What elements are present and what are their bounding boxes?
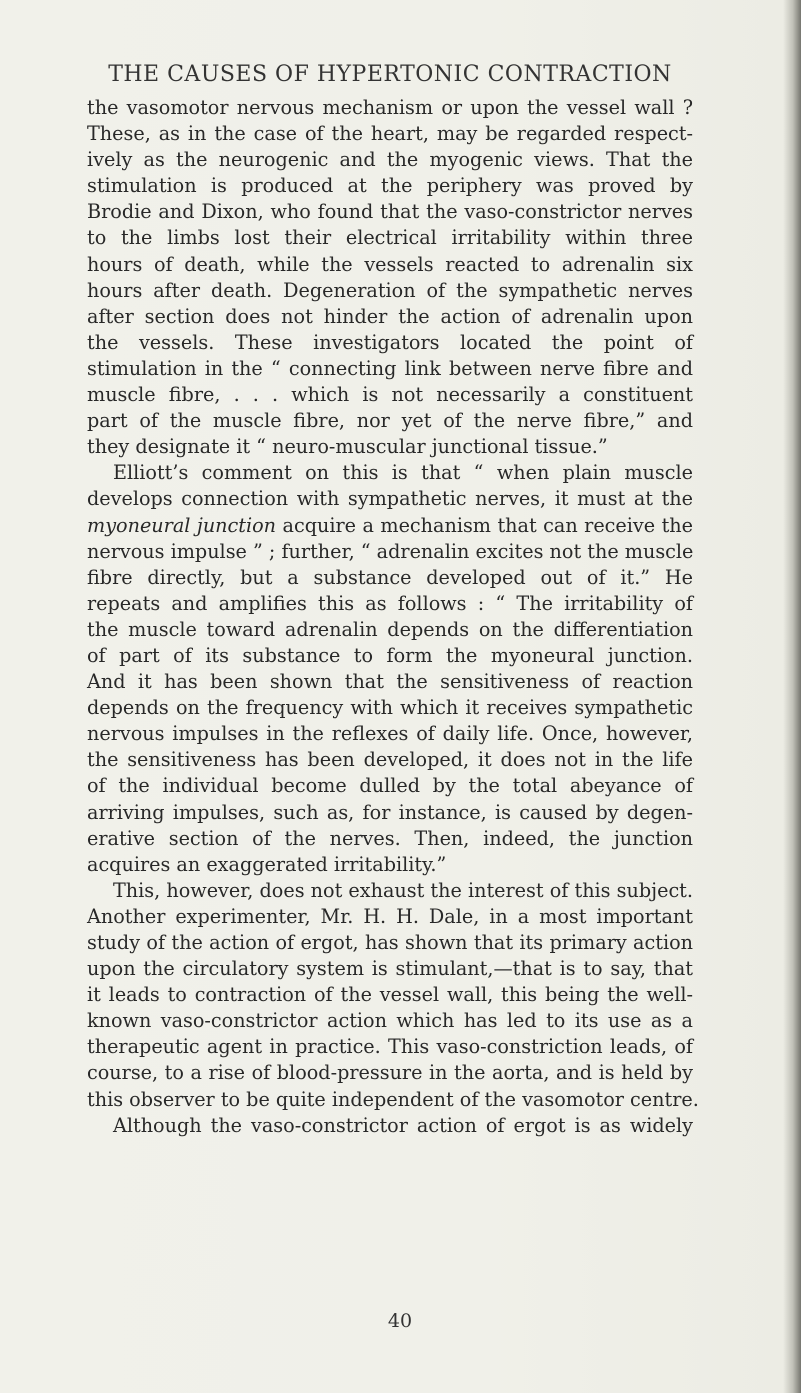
text-line: after section does not hinder the action of adrenalin upon	[87, 304, 693, 328]
text-line: Elliott’s comment on this is that “ when plain muscle	[113, 461, 693, 485]
text-line: muscle fibre, . . . which is not necessarily a constituent	[87, 383, 693, 407]
running-head: THE CAUSES OF HYPERTONIC CONTRACTION	[108, 62, 672, 87]
text-line: stimulation is produced at the periphery was proved by	[87, 174, 693, 198]
text-line: therapeutic agent in practice. This vaso-constriction leads, of	[87, 1035, 693, 1059]
text-line: Although the vaso-constrictor action of ergot is as widely	[113, 1113, 693, 1137]
text-line: the muscle toward adrenalin depends on the differentiation	[87, 617, 693, 641]
text-line: of the individual become dulled by the total abeyance of	[87, 774, 693, 798]
text-line: acquires an exaggerated irritability.”	[87, 852, 447, 876]
text-line: ively as the neurogenic and the myogenic views. That the	[87, 148, 693, 172]
italic-text-line: myoneural junction acquire a mechanism that can receive the	[87, 513, 693, 537]
text-line: of part of its substance to form the myoneural junction.	[87, 643, 693, 667]
text-line: they designate it “ neuro-muscular junctional tissue.”	[87, 435, 608, 459]
text-line: arriving impulses, such as, for instance, is caused by degen-	[87, 800, 693, 824]
text-line: the sensitiveness has been developed, it does not in the life	[87, 748, 693, 772]
text-line: this observer to be quite independent of the vasomotor centre.	[87, 1087, 699, 1111]
text-line: Brodie and Dixon, who found that the vaso-constrictor nerves	[87, 200, 693, 224]
text-line: erative section of the nerves. Then, indeed, the junction	[87, 826, 693, 850]
text-line: fibre directly, but a substance developed out of it.” He	[87, 565, 693, 589]
text-line: it leads to contraction of the vessel wall, this being the well-	[87, 983, 693, 1007]
text-line: repeats and amplifies this as follows : “ The irritability of	[87, 591, 693, 615]
text-line: part of the muscle fibre, nor yet of the nerve fibre,” and	[87, 409, 693, 433]
text-line: upon the circulatory system is stimulant,—that is to say, that	[87, 957, 693, 981]
text-line: the vasomotor nervous mechanism or upon the vessel wall ?	[87, 96, 693, 119]
page-edge-shadow	[783, 0, 801, 1393]
text-line: This, however, does not exhaust the interest of this subject.	[113, 878, 693, 902]
text-line: And it has been shown that the sensitiveness of reaction	[87, 670, 693, 694]
text-line: to the limbs lost their electrical irritability within three	[87, 226, 693, 250]
text-line: hours of death, while the vessels reacted to adrenalin six	[87, 252, 693, 276]
text-line: course, to a rise of blood-pressure in the aorta, and is held by	[87, 1061, 693, 1085]
text-line: study of the action of ergot, has shown that its primary action	[87, 931, 693, 954]
text-line: These, as in the case of the heart, may be regarded respect-	[87, 122, 693, 146]
text-line: nervous impulses in the reflexes of daily life. Once, however,	[87, 722, 693, 746]
text-line: the vessels. These investigators located the point of	[87, 330, 693, 354]
text-line: develops connection with sympathetic nerves, it must at the	[87, 487, 693, 511]
page-number: 40	[387, 1310, 413, 1332]
text-line: nervous impulse ” ; further, “ adrenalin excites not the muscle	[87, 539, 694, 563]
text-line: depends on the frequency with which it receives sympathetic	[87, 696, 693, 720]
body-text	[87, 95, 699, 1139]
italic-phrase: myoneural junction	[87, 513, 277, 537]
text-line: hours after death. Degeneration of the sympathetic nerves	[87, 278, 693, 302]
text-line: Another experimenter, Mr. H. H. Dale, in a most important	[87, 904, 693, 928]
text-line: known vaso-constrictor action which has led to its use as a	[87, 1009, 693, 1033]
text-line: stimulation in the “ connecting link between nerve fibre and	[87, 356, 693, 380]
